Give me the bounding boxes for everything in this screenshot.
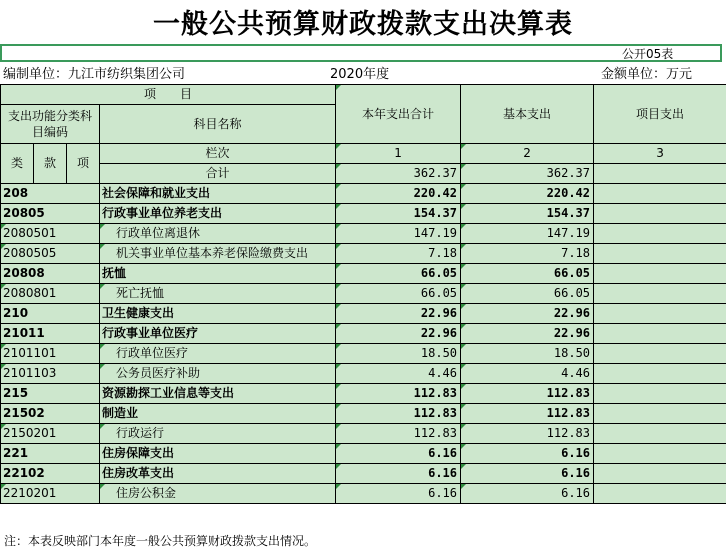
row-subject-name: 行政运行 — [100, 424, 336, 444]
table-row — [1, 464, 726, 484]
row-code: 215 — [1, 384, 100, 404]
row-code: 22102 — [1, 464, 100, 484]
row-basic: 66.05 — [461, 284, 594, 304]
row-project — [594, 264, 726, 284]
row-total: 6.16 — [336, 464, 461, 484]
money-unit: 金额单位：万元 — [601, 67, 693, 82]
row-subject-name: 卫生健康支出 — [100, 304, 336, 324]
footnote: 注：本表反映部门本年度一般公共预算财政拨款支出情况。 — [4, 534, 317, 548]
row-basic: 154.37 — [461, 204, 594, 224]
table-row — [1, 264, 726, 284]
row-code: 2150201 — [1, 424, 100, 444]
row-total: 22.96 — [336, 324, 461, 344]
row-total: 18.50 — [336, 344, 461, 364]
header-func-code: 支出功能分类科目编码 — [1, 105, 100, 144]
row-code: 2080505 — [1, 244, 100, 264]
form-code-bar — [0, 44, 722, 62]
table-row — [1, 344, 726, 364]
row-total: 112.83 — [336, 384, 461, 404]
table-row — [1, 304, 726, 324]
compiling-unit: 编制单位：九江市纺织集团公司 — [3, 67, 186, 82]
row-subject-name: 行政事业单位医疗 — [100, 324, 336, 344]
header-lanci: 栏次 — [100, 144, 336, 164]
row-total: 112.83 — [336, 424, 461, 444]
row-code: 20808 — [1, 264, 100, 284]
row-basic: 6.16 — [461, 464, 594, 484]
row-project — [594, 464, 726, 484]
report-year: 2020年度 — [330, 67, 390, 82]
row-project — [594, 324, 726, 344]
row-project — [594, 204, 726, 224]
row-project — [594, 424, 726, 444]
row-total: 66.05 — [336, 284, 461, 304]
row-code: 208 — [1, 184, 100, 204]
row-subject-name: 行政单位离退休 — [100, 224, 336, 244]
row-subject-name: 机关事业单位基本养老保险缴费支出 — [100, 244, 336, 264]
row-code: 20805 — [1, 204, 100, 224]
table-row — [1, 224, 726, 244]
row-code: 21502 — [1, 404, 100, 424]
row-subject-name: 社会保障和就业支出 — [100, 184, 336, 204]
row-total: 112.83 — [336, 404, 461, 424]
row-total: 6.16 — [336, 484, 461, 504]
row-code: 210 — [1, 304, 100, 324]
row-basic: 112.83 — [461, 404, 594, 424]
row-subject-name: 住房改革支出 — [100, 464, 336, 484]
table-row — [1, 244, 726, 264]
row-basic: 18.50 — [461, 344, 594, 364]
table-row — [1, 204, 726, 224]
header-xiang: 项 — [67, 144, 100, 184]
row-project — [594, 364, 726, 384]
row-basic: 4.46 — [461, 364, 594, 384]
row-project — [594, 344, 726, 364]
row-basic: 6.16 — [461, 444, 594, 464]
table-row — [1, 384, 726, 404]
row-basic: 22.96 — [461, 324, 594, 344]
row-basic: 112.83 — [461, 384, 594, 404]
row-basic: 112.83 — [461, 424, 594, 444]
header-kuan: 款 — [34, 144, 67, 184]
row-project — [594, 384, 726, 404]
form-code: 公开05表 — [622, 47, 674, 61]
row-code: 21011 — [1, 324, 100, 344]
row-code: 221 — [1, 444, 100, 464]
row-subject-name: 资源勘探工业信息等支出 — [100, 384, 336, 404]
row-code: 2101103 — [1, 364, 100, 384]
header-lei: 类 — [1, 144, 34, 184]
row-total: 6.16 — [336, 444, 461, 464]
header-col-project: 项目支出 — [594, 85, 726, 144]
row-project — [594, 404, 726, 424]
row-subject-name: 住房公积金 — [100, 484, 336, 504]
table-row — [1, 364, 726, 384]
row-project — [594, 444, 726, 464]
row-project — [594, 304, 726, 324]
table-row — [1, 184, 726, 204]
row-total: 7.18 — [336, 244, 461, 264]
header-subject-name: 科目名称 — [100, 105, 336, 144]
header-col-total: 本年支出合计 — [336, 85, 461, 144]
row-subject-name: 死亡抚恤 — [100, 284, 336, 304]
row-basic: 147.19 — [461, 224, 594, 244]
row-total: 220.42 — [336, 184, 461, 204]
row-basic: 66.05 — [461, 264, 594, 284]
total-value-3 — [594, 164, 726, 184]
table-row — [1, 484, 726, 504]
row-subject-name: 行政单位医疗 — [100, 344, 336, 364]
row-basic: 220.42 — [461, 184, 594, 204]
header-project: 项 目 — [1, 85, 336, 105]
table-row — [1, 284, 726, 304]
row-subject-name: 行政事业单位养老支出 — [100, 204, 336, 224]
row-code: 2080801 — [1, 284, 100, 304]
row-basic: 7.18 — [461, 244, 594, 264]
row-project — [594, 244, 726, 264]
row-total: 66.05 — [336, 264, 461, 284]
row-code: 2101101 — [1, 344, 100, 364]
row-code: 2210201 — [1, 484, 100, 504]
table-row — [1, 324, 726, 344]
report-title: 一般公共预算财政拨款支出决算表 — [153, 8, 573, 40]
row-project — [594, 224, 726, 244]
row-project — [594, 484, 726, 504]
row-subject-name: 制造业 — [100, 404, 336, 424]
total-value-2: 362.37 — [461, 164, 594, 184]
row-basic: 6.16 — [461, 484, 594, 504]
row-subject-name: 住房保障支出 — [100, 444, 336, 464]
header-idx2: 2 — [461, 144, 594, 164]
table-row — [1, 424, 726, 444]
row-project — [594, 184, 726, 204]
header-col-basic: 基本支出 — [461, 85, 594, 144]
header-idx3: 3 — [594, 144, 726, 164]
row-project — [594, 284, 726, 304]
row-basic: 22.96 — [461, 304, 594, 324]
table-row — [1, 444, 726, 464]
total-label: 合计 — [100, 164, 336, 184]
row-total: 22.96 — [336, 304, 461, 324]
row-total: 154.37 — [336, 204, 461, 224]
table-row — [1, 404, 726, 424]
row-subject-name: 公务员医疗补助 — [100, 364, 336, 384]
row-subject-name: 抚恤 — [100, 264, 336, 284]
budget-table — [0, 84, 726, 504]
row-total: 147.19 — [336, 224, 461, 244]
total-value-1: 362.37 — [336, 164, 461, 184]
row-code: 2080501 — [1, 224, 100, 244]
row-total: 4.46 — [336, 364, 461, 384]
header-idx1: 1 — [336, 144, 461, 164]
